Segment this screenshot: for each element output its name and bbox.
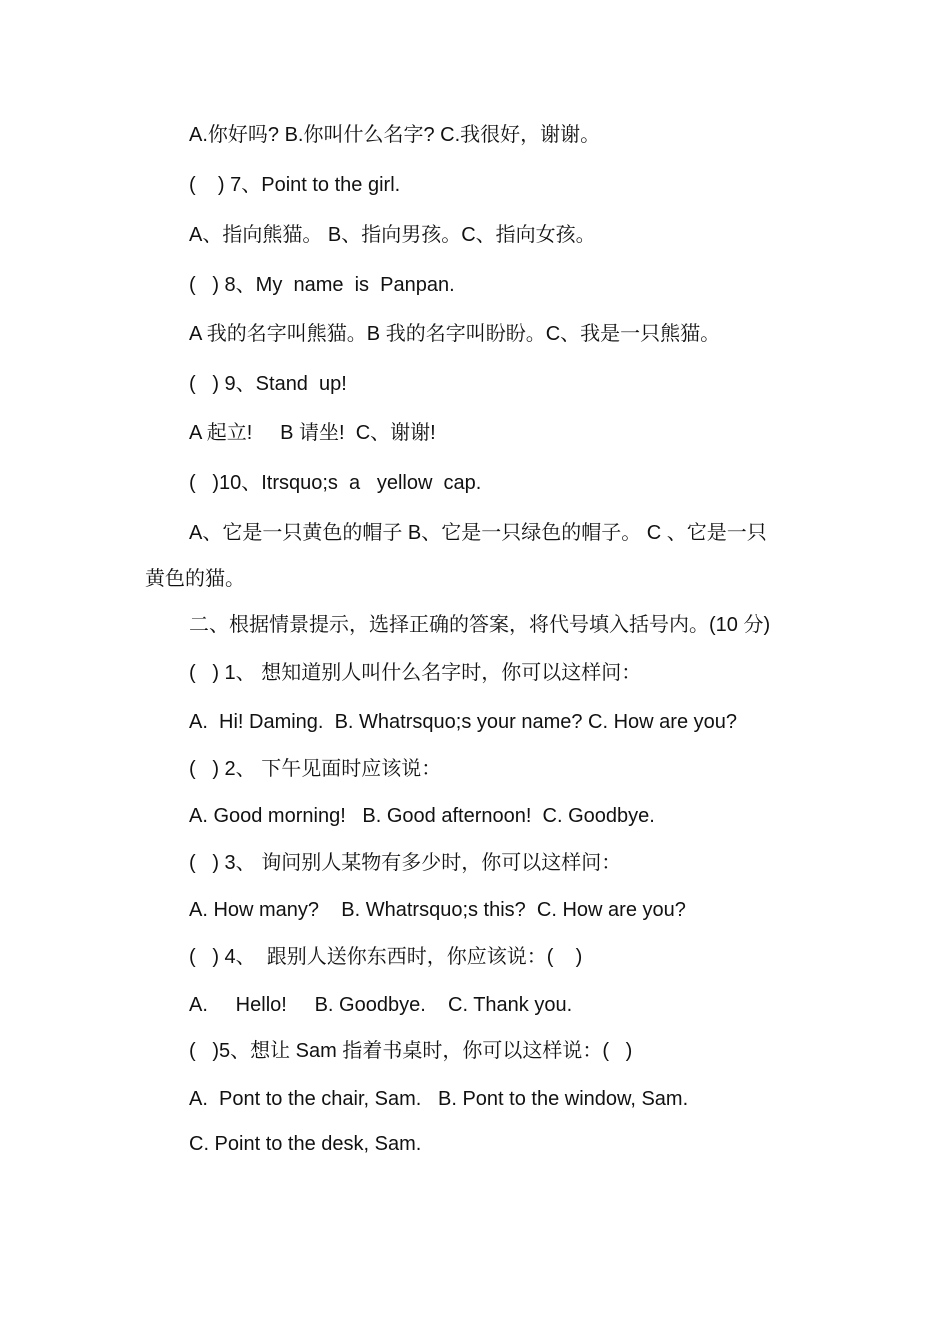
s2-q2-question: ( ) 2、 下午见面时应该说： <box>189 758 442 780</box>
s2-q4-options: A. Hello! B. Goodbye. C. Thank you. <box>189 994 573 1016</box>
q10-question: ( )10、Itrsquo;s a yellow cap. <box>189 472 482 494</box>
s2-q1-options: A. Hi! Daming. B. Whatrsquo;s your name? C. How are you? <box>189 711 737 733</box>
s2-q3-options: A. How many? B. Whatrsquo;s this? C. How are you? <box>189 899 686 921</box>
q9-question: ( ) 9、Stand up! <box>189 373 347 395</box>
q8-options: A 我的名字叫熊猫。B 我的名字叫盼盼。C、我是一只熊猫。 <box>189 323 721 345</box>
q10-options: A、它是一只黄色的帽子 B、它是一只绿色的帽子。 C 、它是一只 <box>189 522 767 544</box>
s2-q5-options: A. Pont to the chair, Sam. B. Pont to the window, Sam. <box>189 1088 689 1110</box>
s2-q5-question: ( )5、想让 Sam 指着书桌时，你可以这样说：( ) <box>189 1040 633 1062</box>
s2-q5-option-c: C. Point to the desk, Sam. <box>189 1133 422 1155</box>
s2-q3-question: ( ) 3、 询问别人某物有多少时，你可以这样问： <box>189 852 622 874</box>
q8-question: ( ) 8、My name is Panpan. <box>189 274 455 296</box>
q9-options: A 起立! B 请坐! C、谢谢! <box>189 422 436 444</box>
s2-q4-question: ( ) 4、 跟别人送你东西时，你应该说：( ) <box>189 946 583 968</box>
q10-options-continued: 黄色的猫。 <box>145 568 245 590</box>
s2-q2-options: A. Good morning! B. Good afternoon! C. Goodbye. <box>189 805 655 827</box>
q7-question: ( ) 7、Point to the girl. <box>189 174 401 196</box>
s2-q1-question: ( ) 1、 想知道别人叫什么名字时，你可以这样问： <box>189 662 642 684</box>
section-two-heading: 二、根据情景提示，选择正确的答案，将代号填入括号内。(10 分) <box>189 614 771 636</box>
q7-options: A、指向熊猫。 B、指向男孩。C、指向女孩。 <box>189 224 596 246</box>
q6-options: A.你好吗? B.你叫什么名字? C.我很好，谢谢。 <box>189 124 601 146</box>
